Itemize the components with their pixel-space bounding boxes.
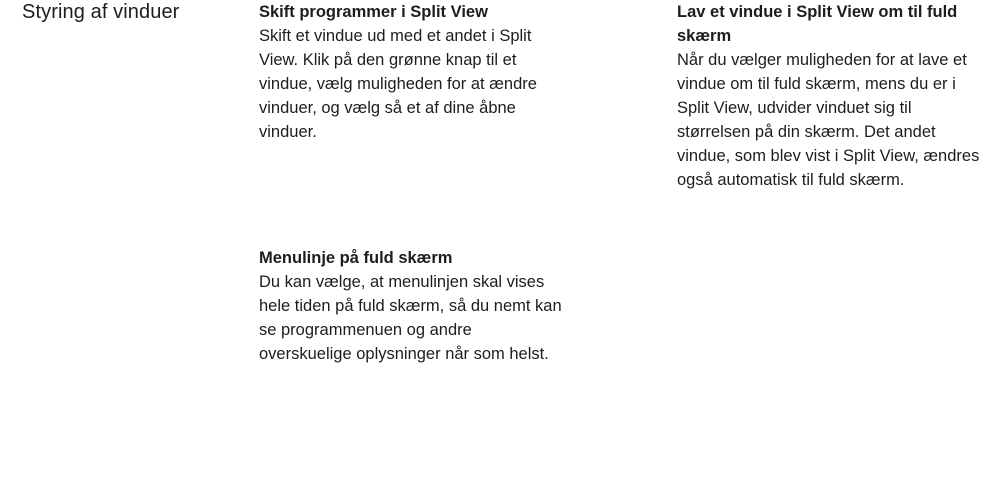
feature-heading: Menulinje på fuld skærm (259, 249, 453, 267)
feature-body: Du kan vælge, at menulinjen skal vises hele tiden på fuld skærm, så du nemt kan se programmenuen og andre overskuelige oplysninger når som helst. (259, 273, 562, 363)
section-title: Styring af vinduer (22, 1, 180, 23)
feature-body: Skift et vindue ud med et andet i Split View. Klik på den grønne knap til et vindue, vælg muligheden for at ændre vinduer, og vælg så et af dine åbne vinduer. (259, 27, 537, 141)
feature-heading: Skift programmer i Split View (259, 3, 488, 21)
feature-split-view-fullscreen (677, 0, 982, 192)
feature-fullscreen-menubar (259, 246, 564, 366)
feature-heading: Lav et vindue i Split View om til fuld skærm (677, 3, 958, 45)
feature-split-view-switch (259, 0, 559, 144)
feature-body: Når du vælger muligheden for at lave et vindue om til fuld skærm, mens du er i Split View, udvider vinduet sig til størrelsen på din skærm. Det andet vindue, som blev vist i Split View, ændres også automatisk til fuld skærm. (677, 51, 980, 189)
